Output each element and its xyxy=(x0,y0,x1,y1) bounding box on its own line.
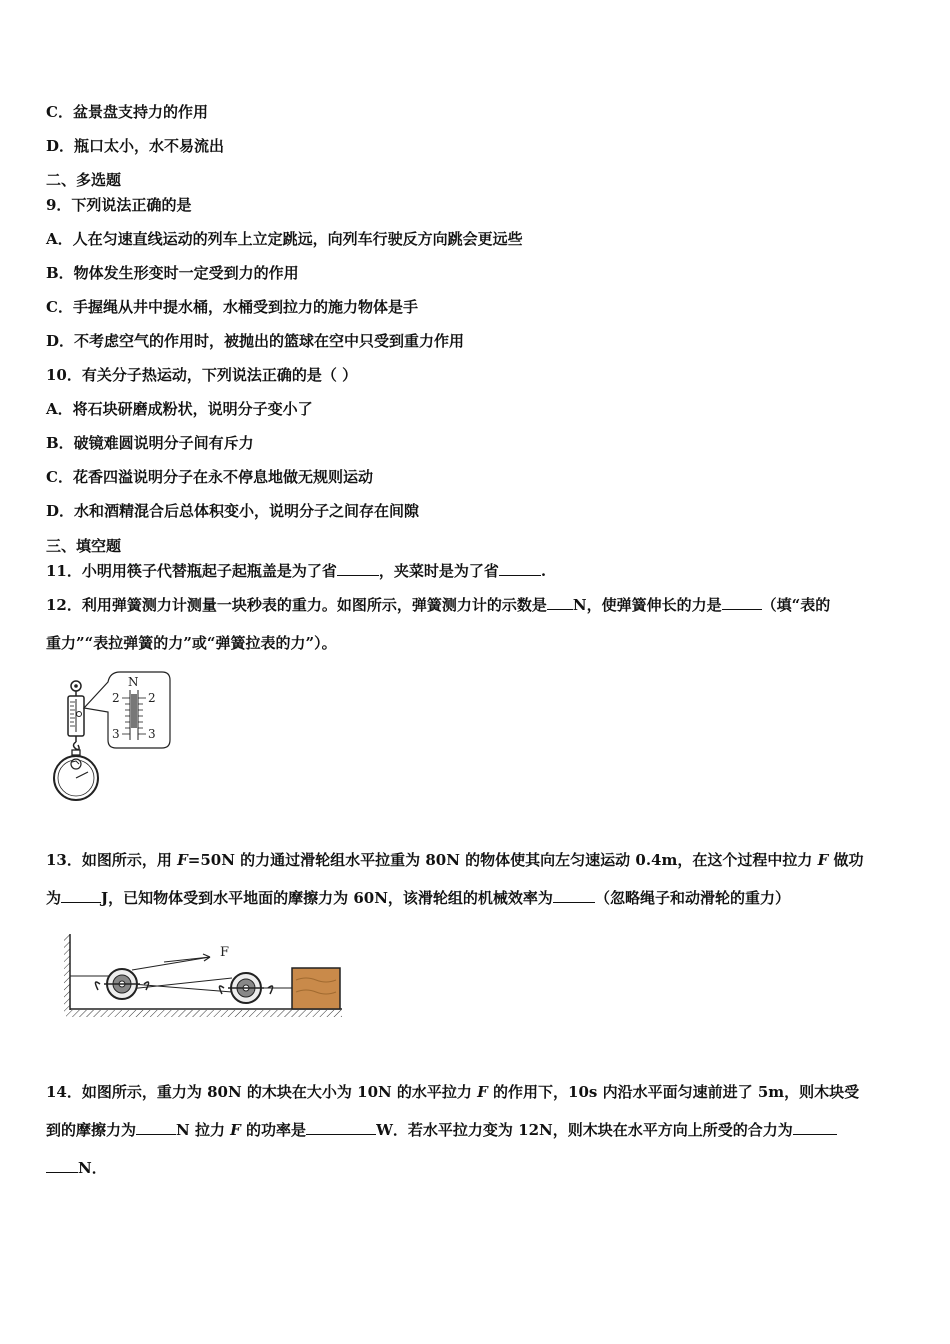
q9-option-d: D．不考虑空气的作用时，被抛出的篮球在空中只受到重力作用 xyxy=(46,332,465,350)
scale-tick-2-right: 2 xyxy=(148,691,156,705)
q14-text-line2 xyxy=(46,1120,837,1140)
q11-part1: 11．小明用筷子代替瓶起子起瓶盖是为了省 xyxy=(46,562,337,580)
q11-blank-1[interactable] xyxy=(337,561,379,576)
q10-option-b: B．破镜难圆说明分子间有斥力 xyxy=(46,434,254,452)
q13-blank-1[interactable] xyxy=(61,888,101,903)
q9-option-a: A．人在匀速直线运动的列车上立定跳远，向列车行驶反方向跳会更远些 xyxy=(46,230,523,248)
q14-blank-2[interactable] xyxy=(306,1120,376,1135)
q13-force-symbol: F xyxy=(177,851,188,869)
q9-option-b: B．物体发生形变时一定受到力的作用 xyxy=(46,264,299,282)
q13-part1: 13．如图所示，用 xyxy=(46,851,178,869)
scale-tick-3-left: 3 xyxy=(112,727,120,741)
q14-text-line3 xyxy=(46,1158,107,1178)
fixed-pulley xyxy=(95,969,148,999)
q11-blank-2[interactable] xyxy=(499,561,541,576)
scale-tick-2-left: 2 xyxy=(112,691,120,705)
wooden-block xyxy=(292,968,340,1009)
q14-line2-c: 的功率是 xyxy=(240,1121,307,1139)
q12-figure-spring-scale xyxy=(50,668,180,810)
q13-line2-a: 为 xyxy=(46,889,62,907)
q14-force-symbol-2: F xyxy=(230,1121,241,1139)
q10-stem: 10．有关分子热运动，下列说法正确的是（ ） xyxy=(46,366,358,384)
q14-text-line1 xyxy=(46,1082,859,1102)
q14-blank-3a[interactable] xyxy=(793,1120,837,1135)
q13-part3: 做功 xyxy=(828,851,864,869)
q14-force-symbol: F xyxy=(477,1083,488,1101)
q13-text-line2 xyxy=(46,888,790,908)
q9-stem: 9．下列说法正确的是 xyxy=(46,196,192,214)
q13-force-symbol-2: F xyxy=(817,851,829,869)
q11-part3: . xyxy=(540,562,547,580)
q13-blank-2[interactable] xyxy=(553,888,595,903)
q12-text-line1 xyxy=(46,595,830,615)
scale-unit-label: N xyxy=(128,675,139,689)
q14-line2-a: 到的摩擦力为 xyxy=(46,1121,137,1139)
q12-text-line2: 重力”“表拉弹簧的力”或“弹簧拉表的力”）。 xyxy=(46,634,337,652)
q11-part2: ，夹菜时是为了省 xyxy=(378,562,499,580)
force-label: F xyxy=(220,945,230,960)
q13-figure-pulley-system xyxy=(60,930,350,1022)
q14-blank-1[interactable] xyxy=(136,1120,176,1135)
q12-part1: 12．利用弹簧测力计测量一块秒表的重力。如图所示，弹簧测力计的示数是 xyxy=(46,596,547,614)
q13-line2-c: （忽略绳子和动滑轮的重力） xyxy=(594,889,790,907)
q14-line2-d: W．若水平拉力变为 12N，则木块在水平方向上所受的合力为 xyxy=(376,1121,793,1139)
q11-text xyxy=(46,561,546,581)
scale-tick-3-right: 3 xyxy=(148,727,156,741)
q9-option-c: C．手握绳从井中提水桶，水桶受到拉力的施力物体是手 xyxy=(46,298,418,316)
q10-option-d: D．水和酒精混合后总体积变小，说明分子之间存在间隙 xyxy=(46,502,420,520)
q12-part3: （填“表的 xyxy=(761,596,831,614)
q10-option-c: C．花香四溢说明分子在永不停息地做无规则运动 xyxy=(46,468,373,486)
q14-line3: N． xyxy=(78,1159,107,1177)
wall xyxy=(64,934,70,1012)
q13-text-line1 xyxy=(46,850,863,870)
q14-blank-3b[interactable] xyxy=(46,1158,78,1173)
q12-blank-1[interactable] xyxy=(547,595,573,610)
q13-line2-b: J，已知物体受到水平地面的摩擦力为 60N，该滑轮组的机械效率为 xyxy=(101,889,553,907)
q14-part1: 14．如图所示，重力为 80N 的木块在大小为 10N 的水平拉力 xyxy=(46,1083,478,1101)
q13-part2: =50N 的力通过滑轮组水平拉重为 80N 的物体使其向左匀速运动 0.4m，在这个过程中拉力 xyxy=(187,851,818,869)
q12-blank-2[interactable] xyxy=(722,595,762,610)
q12-part2: N，使弹簧伸长的力是 xyxy=(572,596,722,614)
section-heading-multi-choice: 二、多选题 xyxy=(46,171,122,189)
q8-option-d: D．瓶口太小，水不易流出 xyxy=(46,137,225,155)
q10-option-a: A．将石块研磨成粉状，说明分子变小了 xyxy=(46,400,313,418)
ground xyxy=(66,1010,342,1017)
q14-line2-b: N 拉力 xyxy=(176,1121,231,1139)
section-heading-fill-blank: 三、填空题 xyxy=(46,537,122,555)
q8-option-c: C．盆景盘支持力的作用 xyxy=(46,103,208,121)
q14-part2: 的作用下，10s 内沿水平面匀速前进了 5m，则木块受 xyxy=(487,1083,860,1101)
